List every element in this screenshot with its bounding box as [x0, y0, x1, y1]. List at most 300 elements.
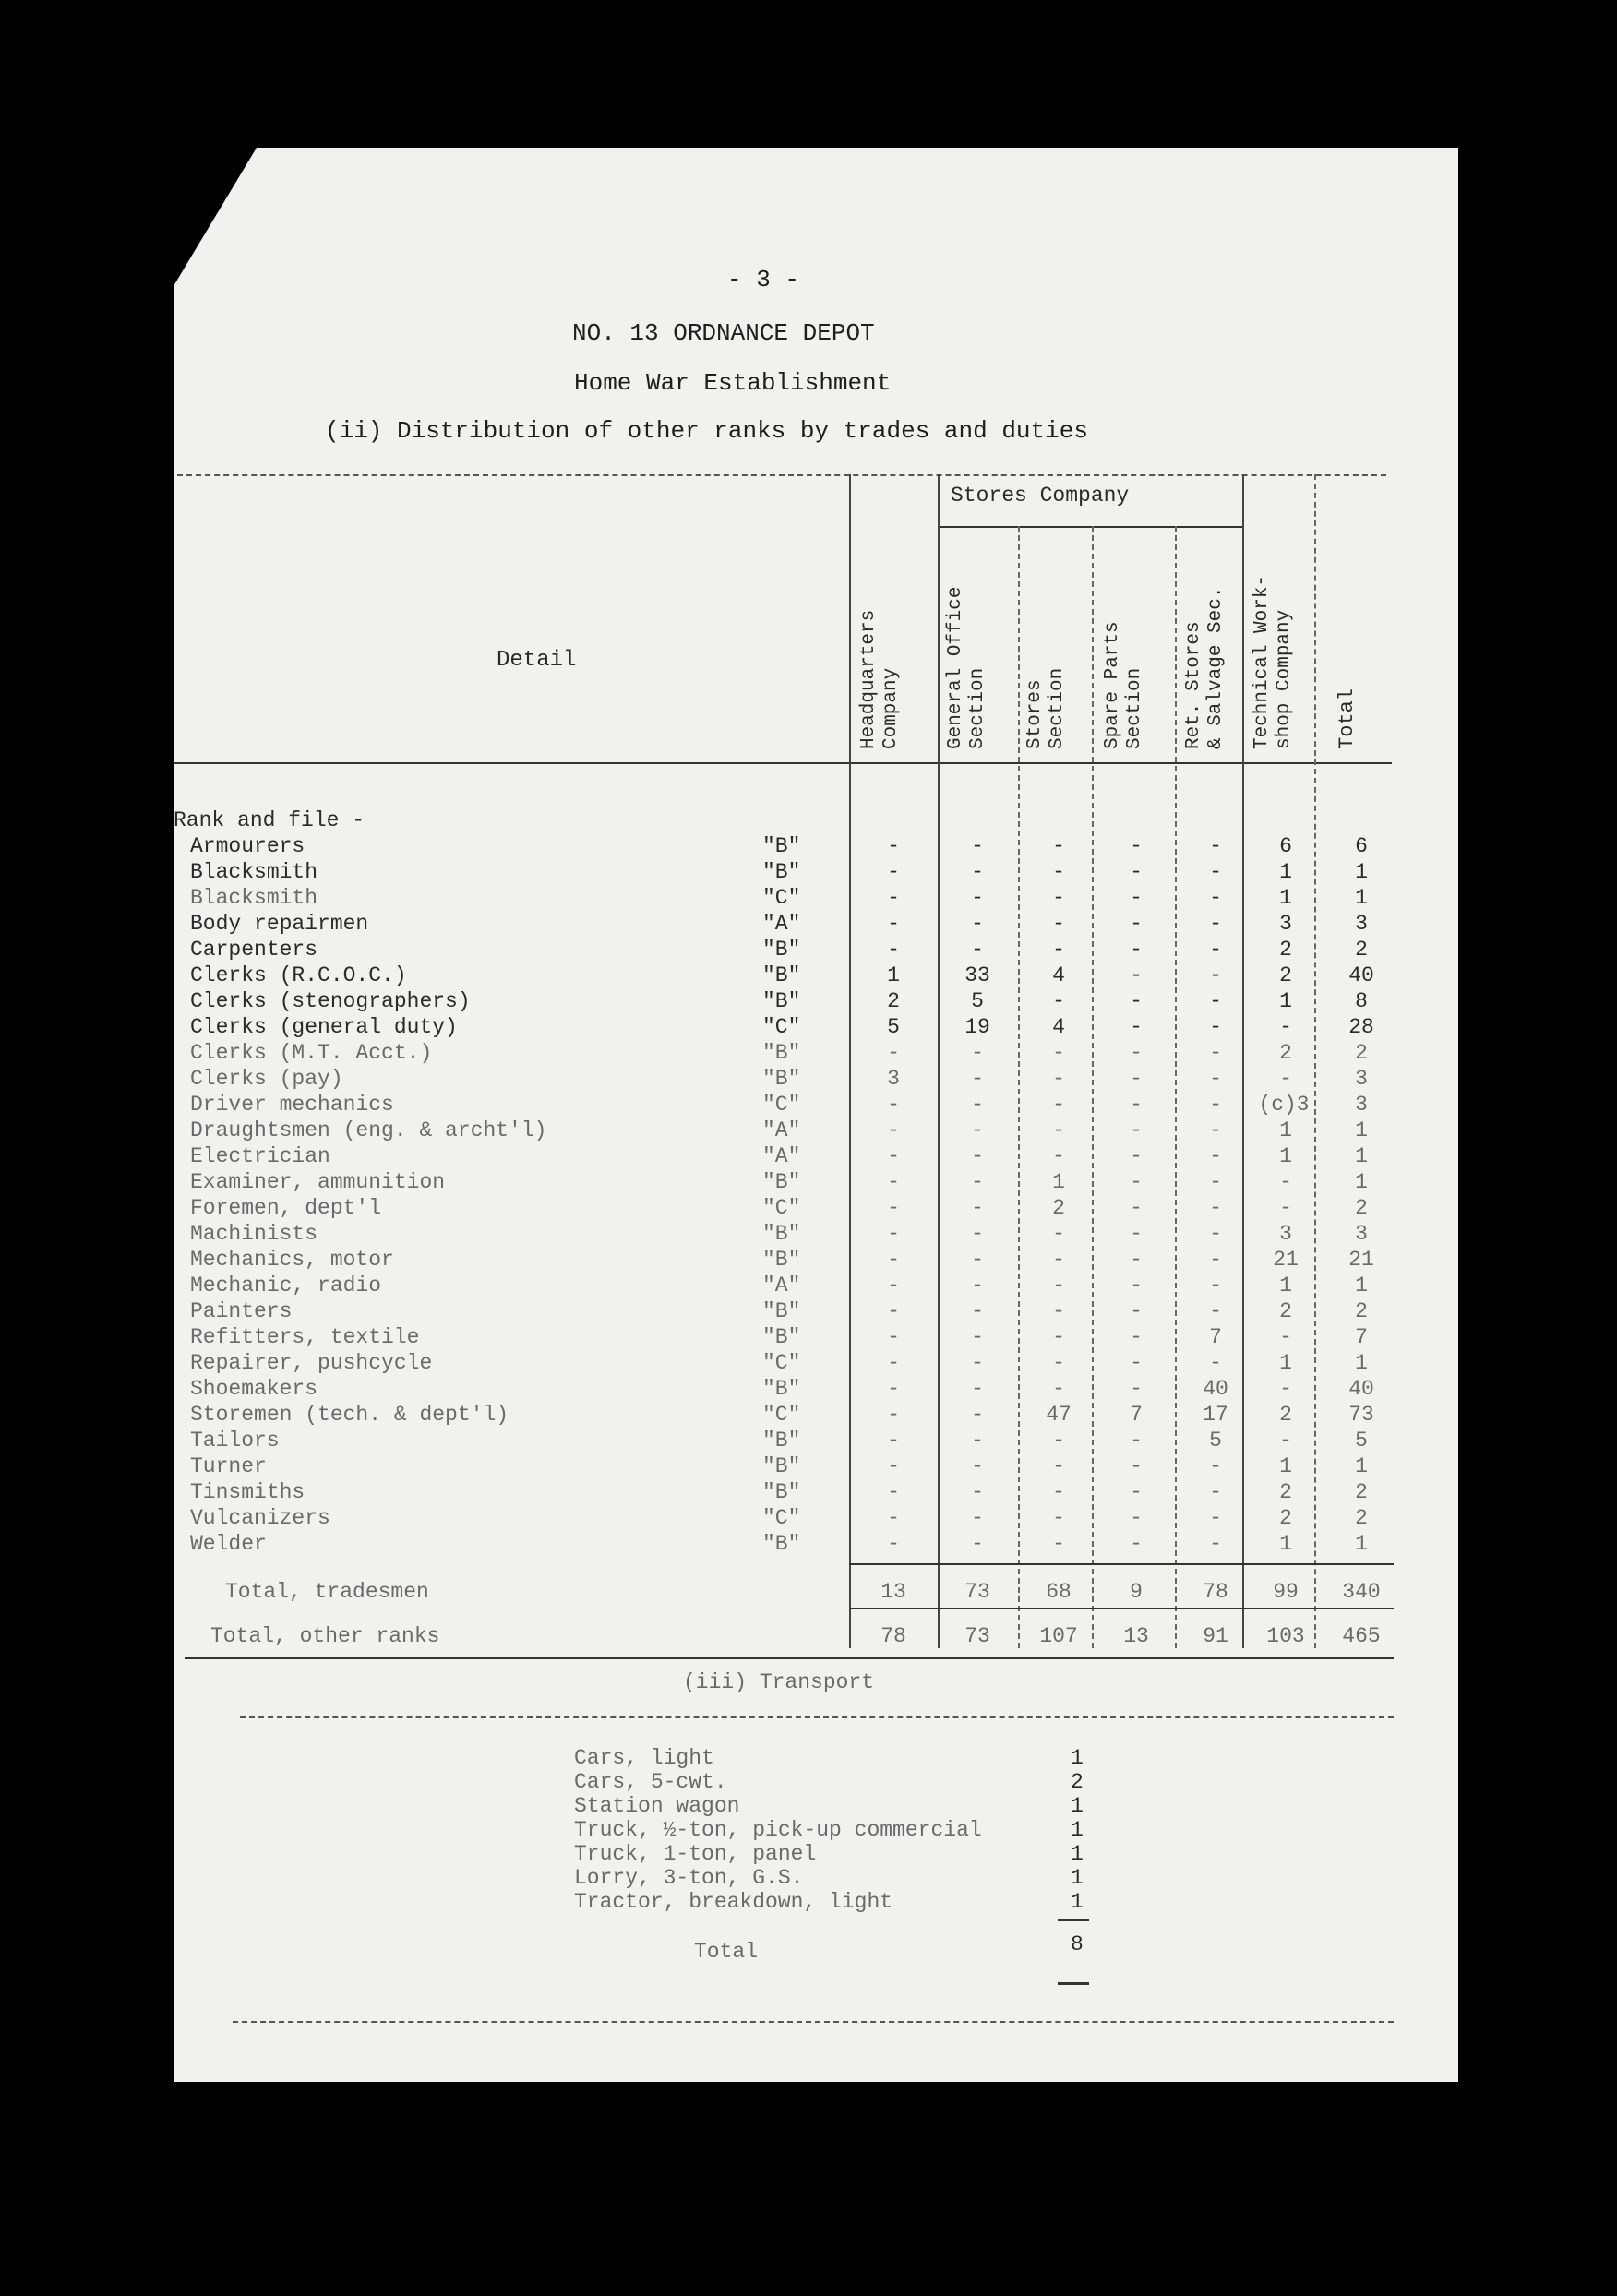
- cell-spare-parts: -: [1130, 963, 1143, 987]
- trade-grade: "B": [762, 1429, 801, 1453]
- trade-grade: "B": [762, 938, 801, 962]
- cell-general-office: -: [971, 1196, 984, 1220]
- cell-ret-stores: -: [1209, 938, 1222, 962]
- cell-workshop: -: [1279, 1429, 1292, 1453]
- cell-spare-parts: -: [1130, 1532, 1143, 1556]
- transport-double-rule: [1058, 1982, 1089, 1985]
- cell-hq: -: [887, 938, 900, 962]
- trade-name: Storemen (tech. & dept'l): [190, 1403, 509, 1427]
- unit-title: NO. 13 ORDNANCE DEPOT: [572, 319, 875, 347]
- trade-grade: "B": [762, 860, 801, 884]
- cell-ret-stores: -: [1209, 1093, 1222, 1117]
- table-row: [174, 1506, 1447, 1532]
- cell-general-office: 5: [971, 989, 984, 1013]
- rank-and-file-heading: Rank and file -: [174, 808, 365, 832]
- cell-ret-stores: -: [1209, 886, 1222, 910]
- table-row: [174, 1403, 1447, 1429]
- cell-general-office: 19: [964, 1015, 990, 1039]
- cell-workshop: 1: [1279, 1351, 1292, 1375]
- cell-spare-parts: -: [1130, 886, 1143, 910]
- table-row: [174, 1170, 1447, 1196]
- cell-stores: -: [1052, 1222, 1065, 1246]
- cell-workshop: 3: [1279, 1222, 1292, 1246]
- cell-spare-parts: -: [1130, 1118, 1143, 1142]
- cell-workshop: 2: [1279, 938, 1292, 962]
- cell-stores: 107: [1039, 1624, 1078, 1648]
- cell-total: 3: [1355, 1093, 1368, 1117]
- cell-spare-parts: -: [1130, 1170, 1143, 1194]
- cell-total: 1: [1355, 1532, 1368, 1556]
- cell-hq: -: [887, 1506, 900, 1530]
- trade-grade: "B": [762, 1532, 801, 1556]
- cell-hq: -: [887, 834, 900, 858]
- trade-name: Mechanic, radio: [190, 1274, 382, 1297]
- trade-name: Shoemakers: [190, 1377, 318, 1401]
- trade-name: Turner: [190, 1454, 267, 1478]
- cell-spare-parts: -: [1130, 860, 1143, 884]
- cell-hq: 78: [880, 1624, 906, 1648]
- table-row: [174, 963, 1447, 989]
- cell-spare-parts: -: [1130, 1429, 1143, 1453]
- cell-stores: 4: [1052, 1015, 1065, 1039]
- cell-hq: -: [887, 1403, 900, 1427]
- cell-general-office: -: [971, 1454, 984, 1478]
- cell-ret-stores: -: [1209, 1480, 1222, 1504]
- cell-stores: -: [1052, 1093, 1065, 1117]
- trade-grade: "B": [762, 834, 801, 858]
- cell-workshop: 2: [1279, 1480, 1292, 1504]
- cell-stores: 1: [1052, 1170, 1065, 1194]
- trade-grade: "B": [762, 1067, 801, 1091]
- table-row: [174, 1222, 1447, 1248]
- cell-spare-parts: -: [1130, 1454, 1143, 1478]
- table-row: [174, 1480, 1447, 1506]
- trade-name: Draughtsmen (eng. & archt'l): [190, 1118, 547, 1142]
- trade-name: Foremen, dept'l: [190, 1196, 382, 1220]
- cell-total: 3: [1355, 912, 1368, 936]
- cell-spare-parts: -: [1130, 1067, 1143, 1091]
- trade-name: Tinsmiths: [190, 1480, 305, 1504]
- cell-stores: -: [1052, 1506, 1065, 1530]
- col-ret-stores-salvage: Ret. Stores & Salvage Sec.: [1183, 586, 1227, 749]
- cell-stores: -: [1052, 1325, 1065, 1349]
- cell-hq: 1: [887, 963, 900, 987]
- cell-workshop: -: [1279, 1196, 1292, 1220]
- table-row: [174, 1299, 1447, 1325]
- cell-total: 6: [1355, 834, 1368, 858]
- cell-workshop: 2: [1279, 963, 1292, 987]
- cell-hq: -: [887, 1118, 900, 1142]
- cell-spare-parts: -: [1130, 1480, 1143, 1504]
- cell-total: 3: [1355, 1222, 1368, 1246]
- table-row: [174, 1532, 1447, 1558]
- trade-grade: "B": [762, 963, 801, 987]
- cell-total: 7: [1355, 1325, 1368, 1349]
- cell-workshop: 103: [1266, 1624, 1305, 1648]
- cell-ret-stores: -: [1209, 860, 1222, 884]
- cell-stores: -: [1052, 1118, 1065, 1142]
- cell-total: 2: [1355, 1299, 1368, 1323]
- cell-ret-stores: -: [1209, 963, 1222, 987]
- table-row: [174, 1015, 1447, 1041]
- trade-grade: "C": [762, 886, 801, 910]
- table-row: [174, 1429, 1447, 1454]
- cell-general-office: -: [971, 1403, 984, 1427]
- table-row: [174, 1196, 1447, 1222]
- trade-name: Mechanics, motor: [190, 1248, 394, 1272]
- cell-spare-parts: -: [1130, 1377, 1143, 1401]
- transport-item: Cars, light: [574, 1746, 714, 1770]
- cell-general-office: -: [971, 1532, 984, 1556]
- trade-name: Carpenters: [190, 938, 318, 962]
- cell-general-office: -: [971, 1429, 984, 1453]
- cell-total: 465: [1342, 1624, 1381, 1648]
- cell-total: 73: [1348, 1403, 1374, 1427]
- transport-qty: 1: [1071, 1746, 1084, 1770]
- trade-grade: "B": [762, 1170, 801, 1194]
- cell-hq: 13: [880, 1580, 906, 1604]
- cell-workshop: -: [1279, 1067, 1292, 1091]
- trade-name: Armourers: [190, 834, 305, 858]
- table-row: [174, 1118, 1447, 1144]
- cell-ret-stores: -: [1209, 1454, 1222, 1478]
- cell-workshop: 1: [1279, 886, 1292, 910]
- transport-qty: 1: [1071, 1866, 1084, 1890]
- cell-workshop: 1: [1279, 1532, 1292, 1556]
- cell-workshop: -: [1279, 1015, 1292, 1039]
- transport-sum-rule: [1058, 1919, 1089, 1921]
- trade-grade: "C": [762, 1196, 801, 1220]
- cell-stores: 4: [1052, 963, 1065, 987]
- cell-general-office: -: [971, 1041, 984, 1065]
- cell-hq: -: [887, 1454, 900, 1478]
- cell-stores: -: [1052, 1248, 1065, 1272]
- cell-general-office: -: [971, 1274, 984, 1297]
- cell-workshop: 2: [1279, 1506, 1292, 1530]
- trade-name: Machinists: [190, 1222, 318, 1246]
- cell-workshop: 1: [1279, 860, 1292, 884]
- cell-stores: 68: [1046, 1580, 1072, 1604]
- cell-stores: -: [1052, 1429, 1065, 1453]
- trade-name: Driver mechanics: [190, 1093, 394, 1117]
- cell-hq: -: [887, 1041, 900, 1065]
- cell-workshop: 1: [1279, 989, 1292, 1013]
- cell-ret-stores: -: [1209, 1196, 1222, 1220]
- trade-grade: "C": [762, 1093, 801, 1117]
- cell-hq: -: [887, 1093, 900, 1117]
- transport-item: Truck, ½-ton, pick-up commercial: [574, 1818, 982, 1842]
- cell-hq: -: [887, 860, 900, 884]
- cell-stores: 47: [1046, 1403, 1072, 1427]
- trade-grade: "B": [762, 1248, 801, 1272]
- tradesmen-rule: [849, 1608, 1394, 1609]
- table-row: [174, 1041, 1447, 1067]
- trade-name: Vulcanizers: [190, 1506, 330, 1530]
- cell-total: 2: [1355, 1506, 1368, 1530]
- cell-spare-parts: 9: [1130, 1580, 1143, 1604]
- cell-total: 2: [1355, 1480, 1368, 1504]
- cell-ret-stores: -: [1209, 1299, 1222, 1323]
- cell-workshop: 6: [1279, 834, 1292, 858]
- transport-item: Lorry, 3-ton, G.S.: [574, 1866, 804, 1890]
- cell-general-office: 73: [964, 1624, 990, 1648]
- cell-hq: -: [887, 1299, 900, 1323]
- cell-total: 21: [1348, 1248, 1374, 1272]
- cell-ret-stores: -: [1209, 1351, 1222, 1375]
- cell-general-office: -: [971, 1248, 984, 1272]
- cell-ret-stores: -: [1209, 1144, 1222, 1168]
- establishment-title: Home War Establishment: [574, 369, 892, 397]
- trade-name: Clerks (general duty): [190, 1015, 458, 1039]
- trade-name: Electrician: [190, 1144, 330, 1168]
- cell-general-office: -: [971, 1144, 984, 1168]
- section-ii-title: (ii) Distribution of other ranks by trades and duties: [325, 417, 1088, 445]
- cell-stores: -: [1052, 886, 1065, 910]
- table-row: [174, 912, 1447, 938]
- cell-ret-stores: -: [1209, 1041, 1222, 1065]
- trade-name: Clerks (M.T. Acct.): [190, 1041, 433, 1065]
- cell-total: 1: [1355, 1118, 1368, 1142]
- cell-general-office: -: [971, 912, 984, 936]
- table-row: [174, 834, 1447, 860]
- cell-ret-stores: 17: [1203, 1403, 1228, 1427]
- table-row: [174, 1454, 1447, 1480]
- cell-workshop: 1: [1279, 1144, 1292, 1168]
- transport-qty: 1: [1071, 1842, 1084, 1866]
- cell-general-office: 73: [964, 1580, 990, 1604]
- trade-grade: "A": [762, 1274, 801, 1297]
- cell-workshop: 2: [1279, 1299, 1292, 1323]
- cell-ret-stores: -: [1209, 989, 1222, 1013]
- cell-total: 2: [1355, 938, 1368, 962]
- col-spare-parts-section: Spare Parts Section: [1102, 621, 1145, 749]
- stores-group-rule: [938, 526, 1242, 528]
- cell-general-office: 33: [964, 963, 990, 987]
- table-header-rule: [174, 762, 1392, 764]
- cell-spare-parts: -: [1130, 1196, 1143, 1220]
- cell-spare-parts: -: [1130, 938, 1143, 962]
- cell-ret-stores: -: [1209, 1118, 1222, 1142]
- cell-total: 3: [1355, 1067, 1368, 1091]
- cell-general-office: -: [971, 834, 984, 858]
- trade-name: Clerks (stenographers): [190, 989, 471, 1013]
- page-bottom-rule: [233, 2021, 1394, 2023]
- transport-total-value: 8: [1071, 1932, 1084, 1956]
- cell-workshop: -: [1279, 1377, 1292, 1401]
- cell-workshop: 2: [1279, 1403, 1292, 1427]
- trade-grade: "B": [762, 1041, 801, 1065]
- cell-spare-parts: -: [1130, 1222, 1143, 1246]
- cell-total: 1: [1355, 1454, 1368, 1478]
- cell-total: 1: [1355, 1351, 1368, 1375]
- cell-hq: -: [887, 1325, 900, 1349]
- page-number: - 3 -: [727, 266, 800, 293]
- cell-general-office: -: [971, 1506, 984, 1530]
- transport-title: (iii) Transport: [683, 1670, 875, 1694]
- cell-workshop: 1: [1279, 1274, 1292, 1297]
- cell-stores: -: [1052, 1377, 1065, 1401]
- cell-stores: -: [1052, 912, 1065, 936]
- cell-stores: -: [1052, 1144, 1065, 1168]
- total-tradesmen-row: [174, 1580, 1447, 1606]
- trade-name: Welder: [190, 1532, 267, 1556]
- trade-grade: "B": [762, 1222, 801, 1246]
- cell-workshop: 1: [1279, 1454, 1292, 1478]
- col-technical-workshop: Technical Work- shop Company: [1252, 574, 1295, 749]
- cell-stores: -: [1052, 989, 1065, 1013]
- cell-spare-parts: -: [1130, 1325, 1143, 1349]
- table-row: [174, 1274, 1447, 1299]
- cell-spare-parts: -: [1130, 834, 1143, 858]
- cell-total: 1: [1355, 1170, 1368, 1194]
- trade-grade: "C": [762, 1506, 801, 1530]
- detail-header: Detail: [497, 648, 577, 673]
- table-row: [174, 860, 1447, 886]
- cell-workshop: 99: [1273, 1580, 1299, 1604]
- col-headquarters-company: Headquarters Company: [858, 609, 902, 749]
- cell-hq: -: [887, 886, 900, 910]
- trade-name: Tailors: [190, 1429, 280, 1453]
- cell-hq: -: [887, 912, 900, 936]
- cell-stores: -: [1052, 1274, 1065, 1297]
- cell-hq: -: [887, 1274, 900, 1297]
- cell-ret-stores: 91: [1203, 1624, 1228, 1648]
- cell-ret-stores: -: [1209, 1532, 1222, 1556]
- trade-grade: "B": [762, 1299, 801, 1323]
- cell-general-office: -: [971, 1170, 984, 1194]
- cell-total: 40: [1348, 1377, 1374, 1401]
- table-row: [174, 989, 1447, 1015]
- cell-stores: -: [1052, 1351, 1065, 1375]
- cell-general-office: -: [971, 1222, 984, 1246]
- cell-hq: 2: [887, 989, 900, 1013]
- trade-name: Blacksmith: [190, 860, 318, 884]
- cell-workshop: 21: [1273, 1248, 1299, 1272]
- cell-stores: -: [1052, 1480, 1065, 1504]
- cell-spare-parts: -: [1130, 912, 1143, 936]
- cell-total: 1: [1355, 1144, 1368, 1168]
- cell-workshop: -: [1279, 1325, 1292, 1349]
- cell-total: 2: [1355, 1196, 1368, 1220]
- table-row: [174, 1377, 1447, 1403]
- cell-general-office: -: [971, 1480, 984, 1504]
- cell-workshop: 3: [1279, 912, 1292, 936]
- cell-ret-stores: -: [1209, 1067, 1222, 1091]
- cell-general-office: -: [971, 938, 984, 962]
- trade-grade: "B": [762, 1325, 801, 1349]
- trade-name: Blacksmith: [190, 886, 318, 910]
- cell-stores: -: [1052, 1299, 1065, 1323]
- table-row: [174, 886, 1447, 912]
- table-top-rule: [177, 474, 1386, 476]
- trade-name: Refitters, textile: [190, 1325, 420, 1349]
- cell-stores: -: [1052, 1532, 1065, 1556]
- cell-general-office: -: [971, 1093, 984, 1117]
- trade-grade: "B": [762, 989, 801, 1013]
- trade-grade: "C": [762, 1351, 801, 1375]
- total-other-ranks-row: [174, 1624, 1447, 1650]
- cell-total: 40: [1348, 963, 1374, 987]
- cell-hq: -: [887, 1351, 900, 1375]
- cell-ret-stores: -: [1209, 1015, 1222, 1039]
- table-row: [174, 1248, 1447, 1274]
- cell-ret-stores: -: [1209, 1506, 1222, 1530]
- cell-stores: -: [1052, 1067, 1065, 1091]
- cell-workshop: 1: [1279, 1118, 1292, 1142]
- cell-ret-stores: -: [1209, 1274, 1222, 1297]
- trade-grade: "B": [762, 1454, 801, 1478]
- table-row: [174, 1093, 1447, 1118]
- cell-total: 340: [1342, 1580, 1381, 1604]
- transport-qty: 1: [1071, 1794, 1084, 1818]
- cell-hq: -: [887, 1480, 900, 1504]
- cell-ret-stores: 5: [1209, 1429, 1222, 1453]
- cell-spare-parts: -: [1130, 1274, 1143, 1297]
- transport-item: Cars, 5-cwt.: [574, 1770, 727, 1794]
- cell-spare-parts: -: [1130, 1248, 1143, 1272]
- col-total: Total: [1336, 688, 1359, 749]
- cell-stores: -: [1052, 1041, 1065, 1065]
- trade-grade: "A": [762, 912, 801, 936]
- cell-workshop: 2: [1279, 1041, 1292, 1065]
- cell-hq: -: [887, 1144, 900, 1168]
- trade-name: Repairer, pushcycle: [190, 1351, 433, 1375]
- cell-hq: 5: [887, 1015, 900, 1039]
- table-bottom-rule: [185, 1657, 1394, 1659]
- transport-total-label: Total: [694, 1940, 759, 1964]
- cell-general-office: -: [971, 1325, 984, 1349]
- cell-spare-parts: -: [1130, 1015, 1143, 1039]
- transport-item: Truck, 1-ton, panel: [574, 1842, 817, 1866]
- cell-spare-parts: -: [1130, 1299, 1143, 1323]
- cell-spare-parts: -: [1130, 1351, 1143, 1375]
- transport-qty: 2: [1071, 1770, 1084, 1794]
- trade-grade: "A": [762, 1118, 801, 1142]
- cell-hq: -: [887, 1377, 900, 1401]
- cell-stores: -: [1052, 938, 1065, 962]
- cell-ret-stores: 7: [1209, 1325, 1222, 1349]
- cell-hq: -: [887, 1532, 900, 1556]
- cell-ret-stores: -: [1209, 912, 1222, 936]
- cell-workshop: (c)3: [1258, 1093, 1310, 1117]
- cell-workshop: -: [1279, 1170, 1292, 1194]
- cell-ret-stores: 78: [1203, 1580, 1228, 1604]
- cell-general-office: -: [971, 860, 984, 884]
- cell-ret-stores: -: [1209, 834, 1222, 858]
- trade-name: Clerks (R.C.O.C.): [190, 963, 407, 987]
- subtotal-rule: [849, 1563, 1394, 1565]
- trade-name: Clerks (pay): [190, 1067, 343, 1091]
- cell-stores: -: [1052, 860, 1065, 884]
- cell-spare-parts: -: [1130, 989, 1143, 1013]
- cell-total: 1: [1355, 1274, 1368, 1297]
- table-row: [174, 1325, 1447, 1351]
- cell-stores: -: [1052, 834, 1065, 858]
- cell-hq: 3: [887, 1067, 900, 1091]
- cell-hq: -: [887, 1222, 900, 1246]
- cell-total: 2: [1355, 1041, 1368, 1065]
- cell-spare-parts: 7: [1130, 1403, 1143, 1427]
- cell-total: 5: [1355, 1429, 1368, 1453]
- cell-general-office: -: [971, 1118, 984, 1142]
- trade-grade: "C": [762, 1015, 801, 1039]
- cell-total: 1: [1355, 886, 1368, 910]
- cell-ret-stores: -: [1209, 1170, 1222, 1194]
- transport-top-rule: [240, 1716, 1394, 1718]
- cell-spare-parts: -: [1130, 1506, 1143, 1530]
- cell-general-office: -: [971, 886, 984, 910]
- total-tradesmen-label: Total, tradesmen: [225, 1580, 429, 1604]
